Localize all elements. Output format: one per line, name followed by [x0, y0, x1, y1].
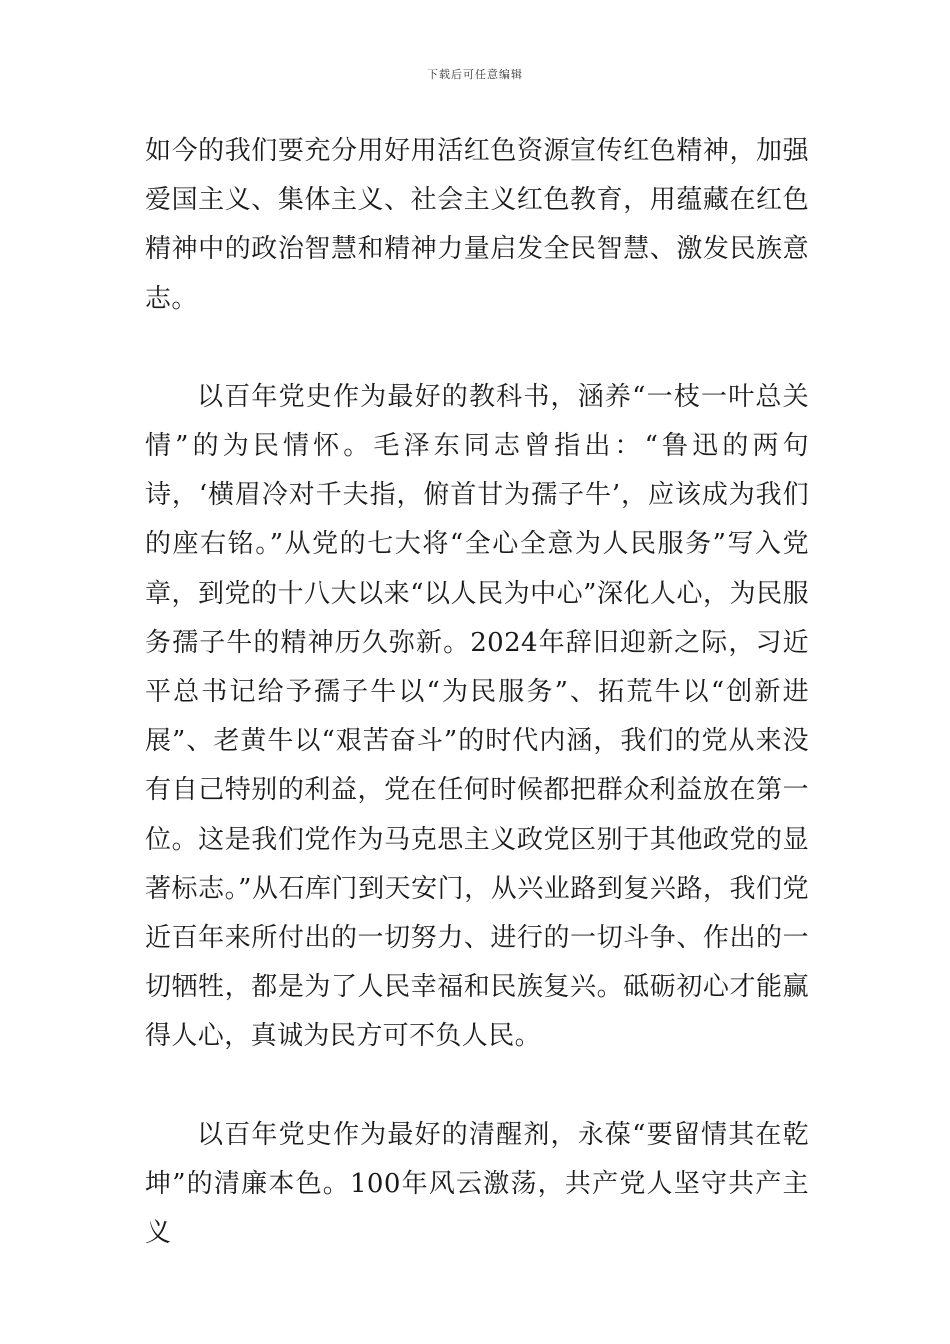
paragraph-people-first: 以百年党史作为最好的教科书，涵养“一枝一叶总关情”的为民情怀。毛泽东同志曾指出：“鲁迅的两句诗，‘横眉冷对千夫指，俯首甘为孺子牛’，应该成为我们的座右铭。”从党的七大将“全心全意为人民服务”写入党章，到党的十八大以来“以人民为中心”深化人心，为民服务孺子牛的精神历久弥新。2024年辞旧迎新之际，习近平总书记给予孺子牛以“为民服务”、拓荒牛以“创新进展”、老黄牛以“艰苦奋斗”的时代内涵，我们的党从来没有自己特别的利益，党在任何时候都把群众利益放在第一位。这是我们党作为马克思主义政党区别于其他政党的显著标志。”从石库门到天安门，从兴业路到复兴路，我们党近百年来所付出的一切努力、进行的一切斗争、作出的一切牺牲，都是为了人民幸福和民族复兴。砥砺初心才能赢得人心，真诚为民方可不负人民。: [145, 381, 809, 1052]
document-body: [145, 127, 809, 1258]
page-header: 下载后可任意编辑: [427, 68, 523, 81]
paragraph-integrity: 以百年党史作为最好的清醒剂，永葆“要留情其在乾坤”的清廉本色。100年风云激荡，共产党人坚守共产主义: [145, 1119, 809, 1249]
paragraph-continuation: 如今的我们要充分用好用活红色资源宣传红色精神，加强爱国主义、集体主义、社会主义红色教育，用蕴藏在红色精神中的政治智慧和精神力量启发全民智慧、激发民族意志。: [145, 136, 809, 314]
